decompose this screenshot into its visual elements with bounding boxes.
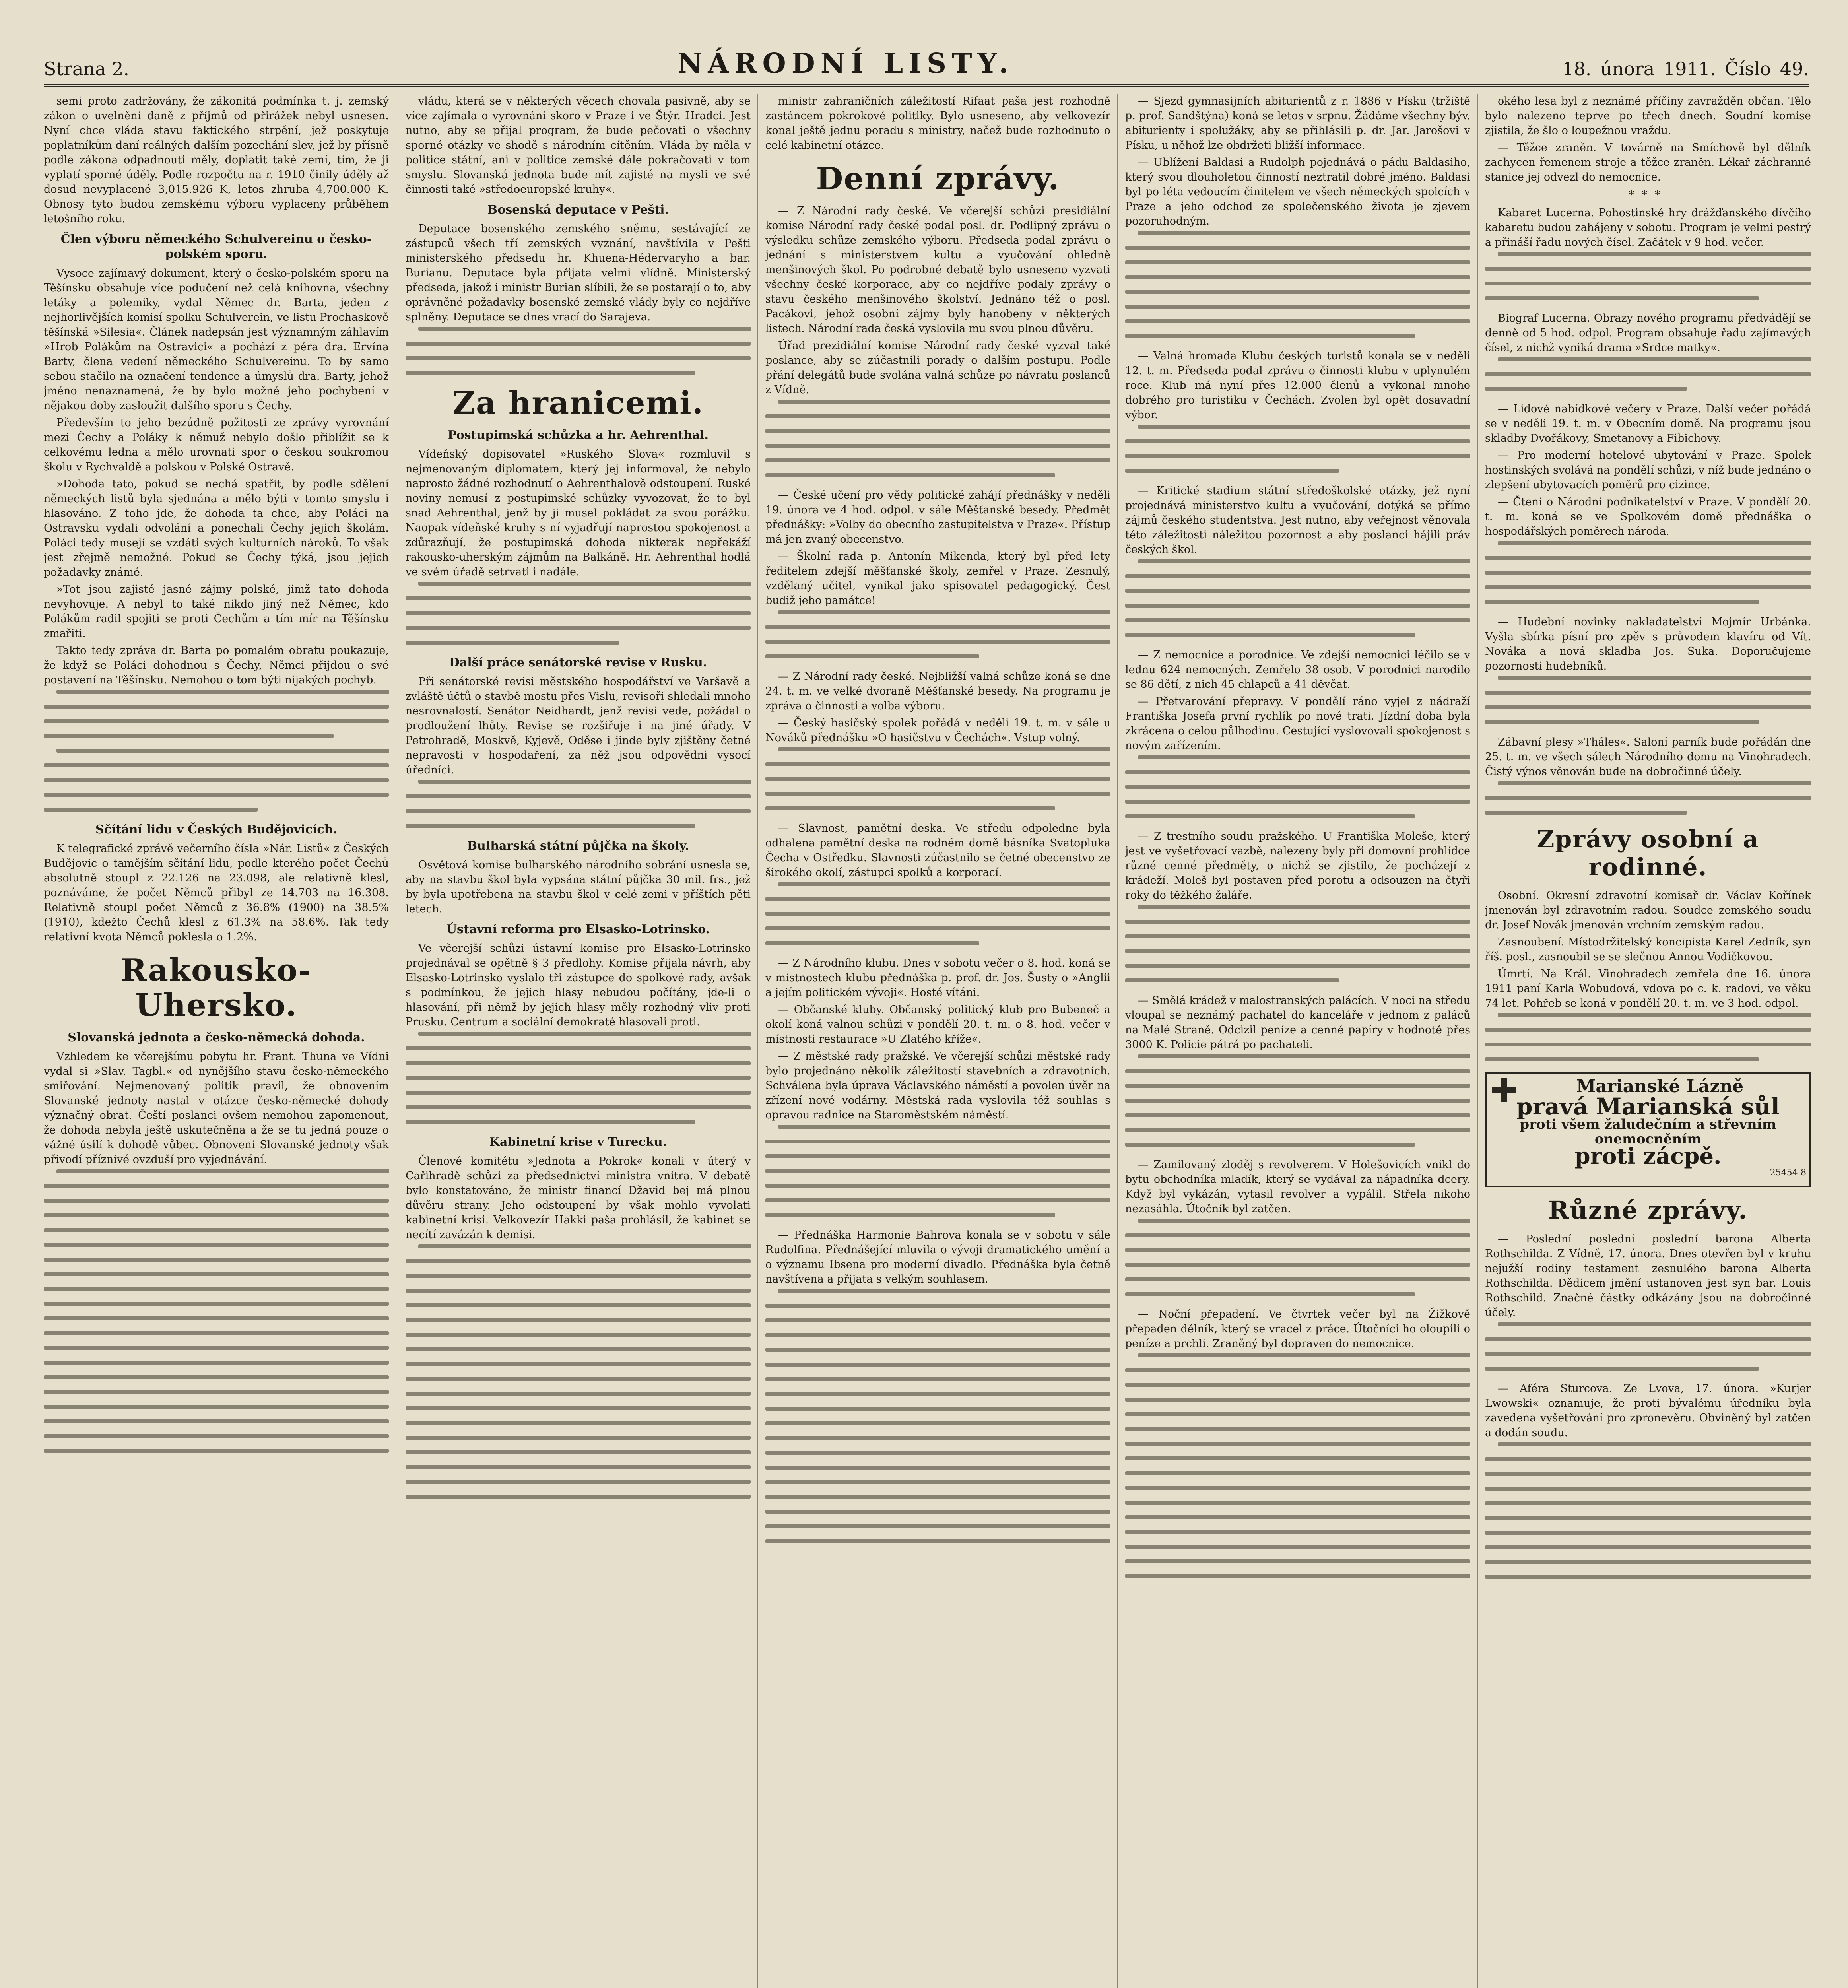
text-line [44,1346,389,1350]
text-line [406,1392,751,1396]
text-line [765,1333,1110,1337]
text-line [406,596,751,600]
article-text: ministr zahraničních záležitostí Rifaat paša jest rozhodně zastáncem pokrokové politiky. Bylo usneseno, aby velkovezír konal ještě jednu poradu s ministry, načež bude rozhodnuto o celé kabinetní otázce. [765,95,1110,151]
article-text: Úřad prezidiální komise Národní rady české vyzval také poslance, aby se zúčastnili porady o dalším postupu. Podle přání delegátů bude svolána valná schůze po návratu poslanců z Vídně. [765,340,1110,396]
text-line [1125,785,1470,789]
article-text: — Smělá krádež v malostranských palácích. V noci na středu vloupal se neznámý pachatel do kanceláře v jednom z paláců na Malé Straně. Odcizil peníze a cenné papíry v hodnotě přes 3000 K. Policie pátrá po pachateli. [1125,994,1470,1051]
text-line [1485,1472,1811,1476]
text-line [765,1524,1110,1528]
article-text: Vídeňský dopisovatel »Ruského Slova« rozmluvil s nejmenovaným diplomatem, který jej informoval, že nebylo naprosto žádné rozhodnutí o Aehrenthalově odstoupení. Ruské noviny nemusí z postupimské schůzky vyvozovat, že to byl snad Aehrenthal, jenž by ji musel pokládat za svou porážku. Naopak vídeňské kruhy s ní vyjadřují naprostou spokojenost a zdůrazňují, že postupimská dohoda nikterak nepřekáží rakousko-uherským zájmům na Balkáně. Hr. Aehrenthal hodlá ve svém úřadě setrvati i nadále. [406,448,751,578]
text-line [1125,275,1470,279]
text-line [765,444,1110,448]
text-line [1125,1471,1470,1475]
text-line [1485,796,1811,800]
text-line [406,824,695,828]
text-line [765,1480,1110,1484]
text-line [765,640,1110,644]
text-line [1485,811,1687,815]
text-line [1485,1057,1759,1061]
text-line [406,1046,751,1050]
article-headline: Bosenská deputace v Pešti. [487,203,669,217]
text-line [44,1449,389,1453]
article-text: — Aféra Sturcova. Ze Lvova, 17. února. »Kurjer Lwowski« oznamuje, že proti bývalému úředníku byla zavedena vyšetřování pro zpronevěru. Obviněný byl zatčen a dodán soudu. [1485,1382,1811,1439]
article-headline: Sčítání lidu v Českých Budějovicích. [95,823,337,837]
text-line [44,1361,389,1365]
text-line [1125,1099,1470,1103]
article-text: Členové komitétu »Jednota a Pokrok« konali v úterý v Cařihradě schůzi za předsednictví ministra vnitra. V debatě bylo konstatováno, že ministr financí Džavid bej má plnou důvěru strany. Jeho odstoupení by však mohlo vyvolati kabinetní krisi. Velkovezír Hakki paša prohlásil, že kabinet se necítí zavázán k demisi. [406,1155,751,1241]
text-line [1125,469,1339,473]
text-line [765,429,1110,433]
text-line [1125,334,1415,338]
advertisement [1485,1072,1811,1187]
text-line [1498,252,1811,256]
text-line [44,1184,389,1188]
text-line [765,1407,1110,1411]
text-line [44,1199,389,1203]
article-text: — Hudební novinky nakladatelství Mojmír Urbánka. Vyšla sbírka písní pro zpěv s průvodem klavíru od Vít. Nováka a nová skladba Jos. Suka. Doporučujeme pozornosti hudebníků. [1485,616,1811,672]
article-text: — Valná hromada Klubu českých turistů konala se v neděli 12. t. m. Předseda podal zprávu o činnosti klubu v uplynulém roce. Klub má nyní přes 12.000 členů a vykonal mnoho dobrého pro turistiku v Čechách. Zvolen byl opět dosavadní výbor. [1125,350,1470,421]
text-line [1125,319,1470,323]
text-line [765,1184,1110,1188]
text-line [765,1495,1110,1499]
text-line [406,1406,751,1410]
text-line [1485,387,1687,391]
article-headline: Kabinetní krise v Turecku. [489,1135,667,1149]
article-text: »Tot jsou zajisté jasné zájmy polské, jimž tato dohoda nevyhovuje. A nebyl to také nikdo jiný než Němec, kdo Polákům radil spojiti se proti Čechům a tím mír na Těšínsku zmařiti. [44,583,389,640]
text-line [1485,1352,1811,1356]
text-line [44,1287,389,1291]
text-line [1125,1456,1470,1460]
text-line [406,1436,751,1440]
text-line [418,780,751,784]
text-line [765,762,1110,766]
article-text: Vzhledem ke včerejšímu pobytu hr. Frant. Thuna ve Vídni vydal si »Slav. Tagbl.« od nynějšího stavu česko-německého smiřování. Nejmenovaný politik pravil, že obnovením Slovanské jednoty nastal v otázce česko-německé dohody význačný obrat. Čeští poslanci ovšem nemohou zapomenout, že dohoda nebyla ještě uskutečněna a že se tu jedná pouze o vážné úsilí k dohodě vůbec. Obnovení Slovanské jednoty však přivodí příznivé ovzduší pro vyjednávání. [44,1050,389,1166]
text-line [44,1419,389,1423]
text-line [1138,559,1470,563]
text-line [1125,770,1470,774]
text-line [765,806,1055,810]
text-line [765,1348,1110,1352]
text-line [765,926,1110,930]
section-headline: Různé zprávy. [1548,1196,1748,1225]
text-line [44,1331,389,1335]
text-line [1125,1383,1470,1387]
text-line [406,356,751,360]
text-line [765,1213,1055,1217]
text-line [1485,1487,1811,1491]
text-line [765,941,979,945]
text-line [765,1466,1110,1470]
text-line [406,342,751,346]
text-line [406,1091,751,1095]
article-text: — Čtení o Národní podnikatelství v Praze. V pondělí 20. t. m. koná se ve Spolkovém domě přednáška o hospodářských poměrech národa. [1485,496,1811,538]
text-line [1485,1501,1811,1505]
text-line [1138,231,1470,235]
text-line [44,1434,389,1438]
text-line [765,1451,1110,1455]
article-text: Osvětová komise bulharského národního sobrání usnesla se, aby na stavbu škol byla vypsána státní půjčka 30 mil. frs., jež by byla upotřebena na stavbu škol v celé zemi v příštích pěti letech. [406,859,751,915]
ad-headline: pravá Marianská sůl [1516,1093,1780,1120]
text-line [765,1539,1110,1543]
text-line [406,809,751,813]
text-line [406,1347,751,1351]
text-line [765,1140,1110,1143]
text-line [1125,1143,1415,1147]
text-line [1125,260,1470,264]
text-line [44,1316,389,1320]
text-line [765,1392,1110,1396]
text-line [56,749,389,753]
ad-code: 25454-8 [1770,1168,1806,1178]
article-text: Biograf Lucerna. Obrazy nového programu předvádějí se denně od 5 hod. odpol. Program obsahuje řadu zajímavých čísel, z nichž vyniká drama »Srdce matky«. [1485,312,1811,354]
issue-date-number [1562,58,1809,80]
article-text: Ve včerejší schůzi ústavní komise pro Elsasko-Lotrinsko projednával se opětně § 3 předlohy. Komise přijala návrh, aby Elsasko-Lotrinsko vyslalo tři zástupce do spolkové rady, avšak s podmínkou, že jejich hlasy nebudou počítány, jde-li o hlasování, při němž by jejich hlasy měly rozhodný vliv proti Prusku. Centrum a sociální demokraté hlasovali proti. [406,942,751,1028]
text-line [1125,1128,1470,1132]
text-line [1125,604,1470,608]
article-text: »Dohoda tato, pokud se nechá spatřit, by podle sdělení německých listů byla sjednána a mělo býti v tomto smyslu i hlasováno. Z toho jde, že dohoda ta chce, aby Poláci na Ostravsku vydali odvolání a ponechali Čechy jejich školám. Poláci tedy musejí se vzdáti svých kulturních nároků. To však jest zřejmě nemožné. Pokud se Čechy týká, jsou jejich požadavky známé. [44,478,389,579]
text-line [778,610,1110,614]
article-text: Vysoce zajímavý dokument, který o česko-polském sporu na Těšínsku obsahuje více podučení než celá knihovna, všechny letáky a polemiky, vydal Němec dr. Barta, jeden z nejhorlivějších komisí spolku Schulverein, ve listu Prochaskově těšínská »Silesia«. Článek nadepsán jest významným záhlavím »Hrob Polákům na Ostravici« a pochází z péra dra. Ervína Barty, člena vedení německého Schulvereinu. To by samo sebou stačilo na označení tendence a úmyslů dra. Barty, jehož jméno nenaznamená, že by bylo možné jeho pochybení v nějakou doby zasloužit dalšího sporu s Čechy. [44,267,389,412]
text-line [1125,1069,1470,1073]
text-line [1125,1501,1470,1505]
text-line [1125,920,1470,924]
section-headline: Rakousko-Uhersko. [120,952,312,1023]
text-line [44,778,389,782]
issue-number: Číslo 49. [1725,58,1809,80]
text-line [1125,1398,1470,1402]
text-line [1125,1113,1470,1117]
ad-tagline: proti zácpě. [1574,1143,1722,1169]
column-separator [757,94,758,1988]
text-line [56,1169,389,1173]
text-line [765,1510,1110,1514]
section-divider: *** [1628,188,1668,202]
column-4 [1125,94,1470,1988]
text-line [765,1198,1110,1202]
column-2 [406,94,751,1988]
text-line [1125,290,1470,294]
text-line [1125,574,1470,578]
text-line [1138,755,1470,759]
article-text: vládu, která se v některých věcech chovala pasivně, aby se více zajímala o vyrovnání skoro v Praze i ve Štýr. Hradci. Jest nutno, aby se přijal program, že bude pečovati o všechny sporné otázky ve shodě s národním cítěním. Vláda by měla v politice státní, ani v politice zemské dále pokračovati v tom smyslu. Slovanská jednota bude mít zajisté na mysli ve své činnosti také »středoeuropské kruhy«. [406,95,751,196]
text-line [765,654,979,658]
text-line [1485,705,1811,709]
text-line [44,1228,389,1232]
article-text: — Občanské kluby. Občanský politický klub pro Bubeneč a okolí koná valnou schůzi v pondělí 20. t. m. o 8. hod. večer v místnosti restaurace »U Zlatého kříže«. [765,1004,1110,1045]
text-line [406,1450,751,1454]
article-text: — Z nemocnice a porodnice. Ve zdejší nemocnici léčilo se v lednu 624 nemocných. Zemřelo 38 osob. V porodnici narodilo se 86 dětí, z nich 45 chlapců a 41 děvčat. [1125,649,1470,691]
text-line [1138,1353,1470,1357]
text-line [765,473,1055,477]
text-line [1125,1412,1470,1416]
text-line [1498,357,1811,361]
text-line [406,1480,751,1484]
text-line [406,1105,751,1109]
text-line [406,1333,751,1337]
article-text: — Zamilovaný zloděj s revolverem. V Holešovicích vnikl do bytu obchodníka mladík, který se vydával za nápadníka dcery. Když byl vykázán, vytasil revolver a vypálil. Střela nikoho nezasáhla. Útočník byl zatčen. [1125,1159,1470,1215]
text-line [1125,1530,1470,1534]
text-line [44,1405,389,1409]
text-line [1485,1545,1811,1549]
newspaper-title: NÁRODNÍ LISTY. [677,48,1014,80]
section-headline: Denní zprávy. [816,161,1060,197]
text-line [778,882,1110,886]
text-line [406,1303,751,1307]
text-line [1498,1322,1811,1326]
column-separator [1117,94,1118,1988]
text-line [56,690,389,694]
text-line [1485,1531,1811,1535]
cross-icon [1492,1078,1516,1102]
text-line [1125,800,1470,804]
text-line [1125,949,1470,953]
article-text: — Z Národní rady české. Ve včerejší schůzi presidiální komise Národní rady české podal posl. dr. Podlipný zprávu o výsledku schůze zemského výboru. Předseda podal zprávu o jednání s ministerstvem kultu a vyučování ohledně menšinových škol. Po podrobné debatě bylo usneseno vyzvati všechny české korporace, aby co nejdříve podaly zprávy o stavu českého menšinového školství. Jednáno též o posl. Pacákovi, jehož osobní zájmy byly hanobeny v některých listech. Národní rada česká vyslovila mu svou plnou důvěru. [765,205,1110,335]
article-text: — Slavnost, pamětní deska. Ve středu odpoledne byla odhalena pamětní deska na rodném domě básníka Svatopluka Čecha v Ostředku. Slavnosti zúčastnilo se četné obecenstvo ze širokého okolí, zástupci spolků a korporací. [765,822,1110,879]
text-line [765,1436,1110,1440]
text-line [1125,1263,1470,1267]
text-line [44,808,258,812]
text-line [406,1495,751,1499]
article-text: — Z městské rady pražské. Ve včerejší schůzi městské rady bylo projednáno několik záležitostí stavebních a zdravotních. Schválena byla úprava Václavského náměstí a povolen úvěr na zřízení nové vodárny. Městská rada vyslovila též souhlas s opravou radnice na Staroměstském náměstí. [765,1050,1110,1121]
text-line [1125,1545,1470,1549]
text-line [418,327,751,331]
text-line [1125,589,1470,593]
text-line [1498,781,1811,785]
text-line [1125,1442,1470,1446]
text-line [1125,439,1470,443]
text-line [765,414,1110,418]
text-line [1485,1575,1811,1579]
text-line [1498,1013,1811,1017]
text-line [765,777,1110,781]
article-text: K telegrafické zprávě večerního čísla »Nár. Listů« z Českých Budějovic o tamějším sčítání lidu, podle kterého počet Čechů absolutně stoupl z 22.126 na 23.098, ale relativně klesl, poznáváme, že počet Němců přibyl ze 14.703 na 16.308. Relativně stoupl počet Němců z 36.8% (1900) na 38.5% (1910), kdežto Čechů klesl z 61.3% na 58.6%. Tak tedy relativní kvota Němců poklesla o 1.2%. [44,843,389,943]
article-text: — Z trestního soudu pražského. U Františka Moleše, který jest ve vyšetřovací vazbě, nalezeny byly při domovní prohlídce různé cenné předměty, o nichž se zjistilo, že pocházejí z krádeží. Moleš byl postaven před porotu a odsouzen na čtyři roky do těžkého žaláře. [1125,830,1470,901]
article-text: — Přednáška Harmonie Bahrova konala se v sobotu v sále Rudolfina. Přednášející mluvila o vývoji dramatického umění a o významu Ibsena pro moderní divadlo. Přednáška byla četně navštívena a přijata s velkým souhlasem. [765,1229,1110,1285]
text-line [418,1032,751,1036]
text-line [1485,1560,1811,1564]
masthead [44,48,1809,80]
text-line [406,1465,751,1469]
text-line [765,1377,1110,1381]
text-line [44,719,389,723]
article-text: — Poslední poslední poslední barona Alberta Rothschilda. Z Vídně, 17. února. Dnes otevřen byl v kruhu nejužší rodiny testament zesnulého barona Alberta Rothschilda. Dědicem jmění ustanoven jest syn bar. Louis Rothschild. Značné částky odkázány jsou na dobročinné účely. [1485,1233,1811,1319]
text-line [765,1154,1110,1158]
section-headline: Za hranicemi. [452,385,704,421]
article-text: — Noční přepadení. Ve čtvrtek večer byl na Žižkově přepaden dělník, který se vracel z práce. Útočníci ho oloupili o peníze a prchli. Zraněný byl dopraven do nemocnice. [1125,1308,1470,1350]
text-line [1485,372,1811,376]
article-text: Zasnoubení. Místodržitelský koncipista Karel Zedník, syn říš. posl., zasnoubil se se slečnou Annou Vodičkovou. [1485,936,1811,963]
column-5 [1485,94,1811,1988]
text-line [1125,1248,1470,1252]
text-line [1125,305,1470,309]
text-line [1125,246,1470,250]
text-line [1485,267,1811,271]
text-line [44,763,389,767]
text-line [1498,1442,1811,1446]
text-line [1485,571,1811,575]
text-line [406,1120,695,1124]
text-line [44,793,389,797]
text-line [778,1289,1110,1293]
text-line [406,1061,751,1065]
article-headline: Bulharská státní půjčka na školy. [467,839,689,853]
article-text: — Z Národní rady české. Nejbližší valná schůze koná se dne 24. t. m. ve velké dvoraně Měšťanské besedy. Na programu je zpráva o činnosti a volba výboru. [765,670,1110,712]
article-text: Deputace bosenského zemského sněmu, sestávající ze zástupců všech tří zemských vyznání, navštívila v Pešti ministerského předsedu hr. Khuena-Hédervaryho a bar. Burianu. Deputace byla přijata velmi vlídně. Ministerský předseda, jakož i ministr Burian slíbili, že se postarají o to, aby oprávněné požadavky bosenské zemské vlády byly co nejdříve splněny. Deputace se dnes vrací do Sarajeva. [406,223,751,323]
text-line [1498,676,1811,680]
text-line [1125,1559,1470,1563]
text-line [406,641,619,645]
article-text: okého lesa byl z neznámé příčiny zavražděn občan. Tělo bylo nalezeno teprve po třech dnech. Soudní komise zjistila, že šlo o loupežnou vraždu. [1485,95,1811,137]
text-line [765,792,1110,796]
text-line [1485,1367,1759,1371]
text-line [406,794,751,798]
column-3 [765,94,1110,1988]
text-line [1498,541,1811,545]
ad-subline: proti všem žaludečním a střevním onemocněním [1520,1116,1776,1147]
text-line [1125,814,1415,818]
text-line [44,1375,389,1379]
article-text: — České učení pro vědy politické zahájí přednášky v neděli 19. února ve 4 hod. odpol. v sále Měšťanské besedy. Předmět přednášky: »Volby do obecního zastupitelstva v Praze«. Přístup má jen zvaný obecenstvo. [765,489,1110,546]
text-line [406,1274,751,1278]
text-line [765,1169,1110,1173]
text-line [1138,905,1470,909]
text-line [1138,425,1470,429]
text-line [44,705,389,709]
text-line [778,400,1110,404]
text-line [406,1377,751,1381]
text-line [1485,1457,1811,1461]
text-line [1485,1516,1811,1520]
text-line [44,1258,389,1262]
article-text: Kabaret Lucerna. Pohostinské hry drážďanského dívčího kabaretu budou zahájeny v sobotu. Program je velmi pestrý a přináší řadu nových čísel. Začátek v 9 hod. večer. [1485,207,1811,248]
text-line [765,1363,1110,1367]
text-line [765,458,1110,462]
article-text: Zábavní plesy »Tháles«. Saloní parník bude pořádán dne 25. t. m. ve všech sálech Národního domu na Vinohradech. Čistý výnos věnován bude na dobročinné účely. [1485,736,1811,778]
text-line [778,1125,1110,1129]
article-headline: Další práce senátorské revise v Rusku. [449,656,707,670]
article-text: — Sjezd gymnasijních abiturientů z r. 1886 v Písku (tržiště p. prof. Sandštýna) koná se letos v srpnu. Žádáme všechny býv. abiturienty i spolužáky, aby se přihlásili p. dr. Jar. Jarošovi v Písku, u něhož lze obdržeti bližší informace. [1125,95,1470,151]
article-text: — Kritické stadium státní středoškolské otázky, jež nyní projednává ministerstvo kultu a vyučování, dotýká se přímo zájmů českého studentstva. Jest nutno, aby veřejnost věnovala této záležitosti náležitou pozornost a aby poslanci hájili práv českých škol. [1125,485,1470,556]
text-line [1485,282,1811,285]
masthead-rule [44,84,1809,87]
article-headline: Člen výboru německého Schulvereinu o česko-polském sporu. [60,232,372,261]
text-line [1485,1043,1811,1046]
text-line [1485,600,1759,604]
text-line [1125,1574,1470,1578]
article-text: Úmrtí. Na Král. Vinohradech zemřela dne 16. února 1911 paní Karla Wobudová, vdova po c. k. radovi, ve věku 74 let. Pohřeb se koná v pondělí 20. t. m. ve 3 hod. odpol. [1485,968,1811,1010]
text-line [1125,1486,1470,1490]
article-headline: Slovanská jednota a česko-německá dohoda. [68,1031,365,1044]
text-line [1125,1277,1470,1281]
text-line [406,1076,751,1080]
text-line [1485,585,1811,589]
text-line [1125,454,1470,458]
article-text: — Ublížení Baldasi a Rudolph pojednává o pádu Baldasiho, který svou dlouholetou činností neztratil dobré jméno. Baldasi byl po léta vedoucím činitelem ve všech německých spolcích v Praze a jeho odchod ze společenského života je zjevem pozoruhodným. [1125,156,1470,227]
text-line [406,371,695,375]
text-line [1485,1337,1811,1341]
text-line [406,1421,751,1425]
text-line [44,1390,389,1394]
text-line [765,1304,1110,1308]
text-line [44,1302,389,1306]
text-line [1138,1054,1470,1058]
text-line [765,625,1110,629]
text-line [418,1244,751,1248]
text-line [1125,978,1339,982]
section-headline: Zprávy osobní a rodinné. [1537,825,1759,881]
article-text: — Těžce zraněn. V továrně na Smíchově byl dělník zachycen řemenem stroje a těžce zraněn. Lékař záchranné stanice jej odvezl do nemocnice. [1485,142,1811,183]
text-line [1485,1028,1811,1032]
text-line [406,611,751,615]
article-text: — Přetvarování přepravy. V pondělí ráno vyjel z nádraží Františka Josefa první rychlík po nové trati. Jízdní doba byla zkrácena o celou půlhodinu. Cestující vyslovovali spokojenost s novým zařízením. [1125,695,1470,752]
article-text: Především to jeho bezúdně požitosti ze zprávy vyrovnání mezi Čechy a Poláky k němuž nebylo došlo přiblížit se k celkovému ledna a mělo urovnati spor o českou soukromou školu v Rychvaldě a polskou v Polské Ostravě. [44,417,389,473]
text-line [778,747,1110,751]
text-line [44,1213,389,1217]
text-line [1485,691,1811,695]
text-line [1125,1292,1415,1296]
text-line [1485,296,1759,300]
article-headline: Ústavní reforma pro Elsasko-Lotrinsko. [446,922,710,936]
article-text: — Školní rada p. Antonín Mikenda, který byl před lety ředitelem zdejší měšťanské školy, zemřel v Praze. Zesnulý, vzdělaný učitel, vynikal jako spisovatel pedagogický. Čest budiž jeho památce! [765,550,1110,607]
article-text: — Pro moderní hotelové ubytování v Praze. Spolek hostinských svolává na pondělí schůzi, v níž bude jednáno o zlepšení ubytovacích poměrů pro cizince. [1485,449,1811,491]
article-headline: Postupimská schůzka a hr. Aehrenthal. [448,428,709,442]
text-line [1125,633,1415,637]
text-line [1485,720,1759,724]
text-line [1125,964,1470,968]
text-line [1485,556,1811,560]
text-line [406,626,751,630]
text-line [1125,1368,1470,1372]
text-line [765,1421,1110,1425]
text-line [1125,1427,1470,1431]
text-line [765,912,1110,916]
text-line [406,1289,751,1293]
article-text: Osobní. Okresní zdravotní komisař dr. Václav Kořínek jmenován byl zdravotním radou. Soudce zemského soudu dr. Josef Novák jmenován vrchním zemským radou. [1485,889,1811,931]
ad-place: Marianské Lázně [1576,1076,1744,1097]
article-text: semi proto zadržovány, že zákonitá podmínka t. j. zemský zákon o uvelnění daně z příjmů od přirážek nebyl usnesen. Nyní chce vláda stavu faktického strpění, jež poskytuje poplatníkům daní reálných dalším pozechání slev, jež by přísně podle zákona odpadnouti měly, doplatit také zemí, tím, že ji vyplatí sporné úděly. Podle rozpočtu na r. 1910 činily úděly až dosud nevyplacené 3,015.926 K, letos zhruba 4,700.000 K. Obnosy tyto budou zemskému výboru vyplaceny průběhem letošního roku. [44,95,389,225]
text-line [406,1362,751,1366]
page-number: Strana 2. [44,58,129,80]
article-text: — Lidové nabídkové večery v Praze. Další večer pořádá se v neděli 19. t. m. v Obecním domě. Na programu jsou skladby Dvořákovy, Smetanovy a Fibichovy. [1485,403,1811,445]
text-line [44,1272,389,1276]
text-line [406,1259,751,1263]
text-line [1138,1219,1470,1223]
issue-date: 18. února 1911. [1562,58,1716,80]
text-line [765,897,1110,901]
text-line [765,1318,1110,1322]
article-text: — Z Národního klubu. Dnes v sobotu večer o 8. hod. koná se v místnostech klubu přednáška p. prof. dr. Jos. Šusty o »Anglii a jejím politickém vývoji«. Hosté vítáni. [765,957,1110,999]
article-text: Při senátorské revisi městského hospodářství ve Varšavě a zvláště účtů o stavbě mostu přes Vislu, revisoři shledali mnoho nesrovnalostí. Senátor Neidhardt, jenž revisi vede, požádal o prodloužení lhůty. Revise se rozšiřuje i na jiné úřady. V Petrohradě, Moskvě, Kyjevě, Oděse i jinde byly zjištěny četné nepravosti v hospodaření, za něž jsou odpovědni vysocí úředníci. [406,676,751,776]
text-line [1125,618,1470,622]
text-line [44,734,334,738]
text-line [1125,1084,1470,1088]
article-text: — Český hasičský spolek pořádá v neděli 19. t. m. v sále u Nováků přednášku »O hasičstvu v Čechách«. Vstup volný. [765,717,1110,744]
text-line [418,582,751,586]
text-line [406,1318,751,1322]
text-line [1125,934,1470,938]
text-line [1125,1233,1470,1237]
column-1 [44,94,389,1988]
text-line [1125,1515,1470,1519]
article-text: Takto tedy zpráva dr. Barta po pomalém obratu poukazuje, že když se Poláci dohodnou s Čechy, Němci přijdou o své postavení na Těšínsku. Nemohou o tom býti nijakých pochyb. [44,645,389,686]
text-line [44,1243,389,1247]
column-separator [1477,94,1478,1988]
